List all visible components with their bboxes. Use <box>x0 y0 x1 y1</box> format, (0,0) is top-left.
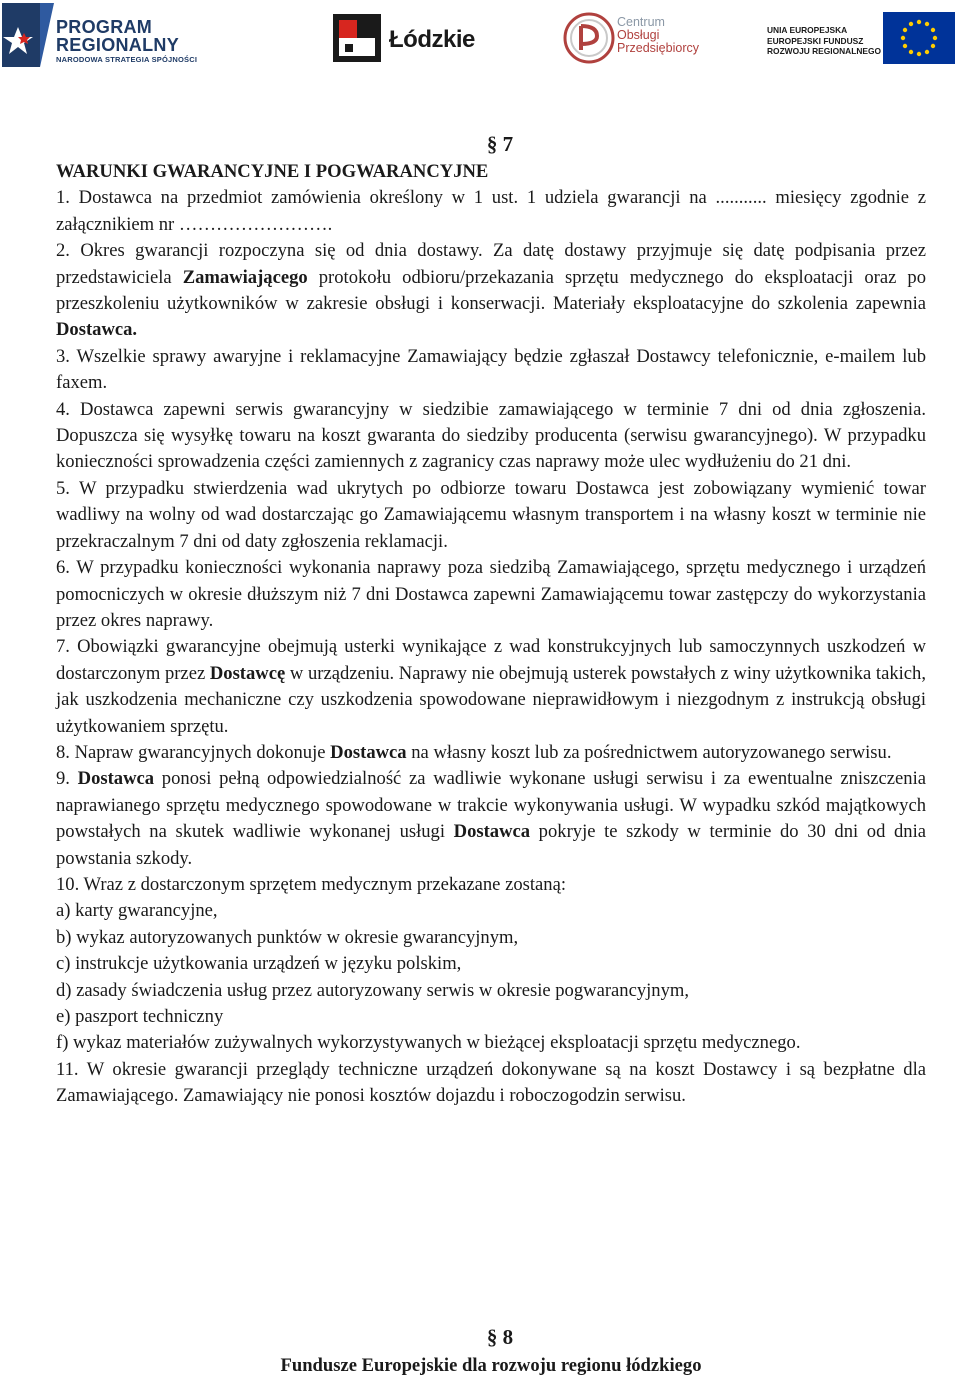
paragraph-6: 6. W przypadku konieczności wykonania naprawy poza siedzibą Zamawiającego, sprzętu medycznego i urządzeń pomocniczych w okresie dłuższym niż 7 dni Dostawca zapewni Zamawiającemu towar zastępczy do wykorzystania przez okres naprawy. <box>56 557 926 631</box>
p8-bold-dostawca: Dostawca <box>330 741 407 763</box>
centrum-line: Centrum <box>617 15 665 29</box>
section-heading: WARUNKI GWARANCYJNE I POGWARANCYJNE <box>56 161 489 182</box>
document-content <box>56 159 926 1110</box>
p8-text-b: na własny koszt lub za pośrednictwem autoryzowanego serwisu. <box>406 741 892 763</box>
section-7-mark: § 7 <box>486 132 514 156</box>
p9-bold-dostawca-2: Dostawca <box>453 821 531 843</box>
p9-text-c: pokryje te szkody w terminie do 30 dni od dnia powstania szkody. <box>56 821 926 869</box>
p7-bold-dostawce: Dostawcę <box>209 662 286 684</box>
list-item-e: e) paszport techniczny <box>56 1006 224 1027</box>
lodzkie-emblem-icon <box>333 14 381 62</box>
p9-text-a: 9. <box>56 768 78 790</box>
p8-text-a: 8. Napraw gwarancyjnych dokonuje <box>56 741 331 763</box>
przedsiebiorcy-line: Przedsiębiorcy <box>617 41 699 55</box>
p2-bold-dostawca: Dostawca. <box>56 319 138 341</box>
list-item-b: b) wykaz autoryzowanych punktów w okresie gwarancyjnym, <box>56 926 519 948</box>
paragraph-1: 1. Dostawca na przedmiot zamówienia określony w 1 ust. 1 udziela gwarancji na ........... miesięcy zgodnie z załącznikiem nr ……………………. <box>56 187 926 235</box>
eu-line3: ROZWOJU REGIONALNEGO <box>767 46 881 56</box>
section-8-mark: § 8 <box>486 1325 514 1349</box>
paragraph-3: 3. Wszelkie sprawy awaryjne i reklamacyjne Zamawiający będzie zgłaszał Dostawcy telefonicznie, e-mailem lub faxem. <box>56 345 926 394</box>
paragraph-9 <box>56 766 926 872</box>
list-item-f: f) wykaz materiałów zużywalnych wykorzystywanych w bieżącej eksploatacji sprzętu medycznego. <box>56 1032 801 1054</box>
lodzkie-logo <box>333 0 473 80</box>
p7-text-a: 7. Obowiązki gwarancyjne obejmują usterki wynikające z wad konstrukcyjnych lub samoczynnych uszkodzeń w dostarczonym przez <box>56 636 926 684</box>
regionalny-line: REGIONALNY <box>56 35 180 55</box>
lodzkie-text: Łódzkie <box>389 26 475 53</box>
eu-line2: EUROPEJSKI FUNDUSZ <box>767 35 864 46</box>
program-regionalny-star-icon <box>2 3 54 69</box>
p9-bold-dostawca-1: Dostawca <box>77 768 155 790</box>
eu-line1: UNIA EUROPEJSKA <box>767 25 848 35</box>
list-item-c: c) instrukcje użytkowania urządzeń w języku polskim, <box>56 953 462 975</box>
paragraph-10: 10. Wraz z dostarczonym sprzętem medycznym przekazane zostaną: <box>56 873 567 895</box>
eu-logo <box>765 0 960 80</box>
p2-bold-zamawiajacego: Zamawiającego <box>182 266 308 288</box>
header-logos <box>0 0 960 80</box>
list-item-d: d) zasady świadczenia usług przez autoryzowany serwis w okresie pogwarancyjnym, <box>56 979 689 1001</box>
paragraph-4: 4. Dostawca zapewni serwis gwarancyjny w siedzibie zamawiającego w terminie 7 dni od dnia zgłoszenia. Dopuszcza się wysyłkę towaru na koszt gwaranta do siedziby producenta (serwisu gwarancyjnego). W przypadku konieczności sprowadzenia części zamiennych z zagranicy czas naprawy może ulec wydłużeniu do 21 dni. <box>56 398 926 473</box>
centrum-obslugi-logo <box>563 0 703 80</box>
p2-text-b: protokołu odbioru/przekazania sprzętu medycznego do eksploatacji oraz po przeszkoleniu użytkowników w zakresie obsługi i konserwacji. Materiały eksploatacyjne do szkolenia zapewnia <box>56 266 927 315</box>
paragraph-5: 5. W przypadku stwierdzenia wad ukrytych po odbiorze towaru Dostawca jest zobowiązany wymienić towar wadliwy na wolny od wad dostarczając go Zamawiającemu własnym transportem i na własny koszt w terminie nie przekraczalnym 7 dni od daty zgłoszenia reklamacji. <box>56 477 926 552</box>
program-regionalny-logo <box>0 0 210 80</box>
p2-text-a: 2. Okres gwarancji rozpoczyna się od dnia dostawy. Za datę dostawy przyjmuje się datę podpisania przez przedstawiciela <box>56 240 926 288</box>
footer-text: Fundusze Europejskie dla rozwoju regionu łódzkiego <box>280 1355 702 1376</box>
eu-flag-icon <box>883 12 955 64</box>
obslugi-line: Obsługi <box>617 28 660 42</box>
paragraph-8 <box>56 740 926 766</box>
paragraph-2 <box>56 238 926 344</box>
p7-text-b: w urządzeniu. Naprawy nie obejmują usterek powstałych z winy użytkownika takich, jak uszkodzenia mechaniczne czy uszkodzenia spowodowane nieprawidłowym i niezgodnym z instrukcją obsługi użytkowaniem sprzętu. <box>56 662 927 737</box>
paragraph-7 <box>56 634 926 740</box>
strategia-line: NARODOWA STRATEGIA SPÓJNOŚCI <box>56 55 198 64</box>
paragraph-11: 11. W okresie gwarancji przeglądy techniczne urządzeń dokonywane są na koszt Dostawcy i są bezpłatne dla Zamawiającego. Zamawiający nie ponosi kosztów dojazdu i roboczogodzin serwisu. <box>56 1058 926 1107</box>
p9-text-b: ponosi pełną odpowiedzialność za wadliwie wykonane usługi serwisu i za ewentualne zniszczenia naprawianego sprzętu medycznego spowodowane w trakcie wykonywania usługi. W wypadku szkód majątkowych powstałych na skutek wadliwie wykonanej usługi <box>56 768 927 843</box>
list-item-a: a) karty gwarancyjne, <box>56 900 218 922</box>
centrum-emblem-icon <box>563 10 615 66</box>
program-line: PROGRAM <box>56 17 153 37</box>
